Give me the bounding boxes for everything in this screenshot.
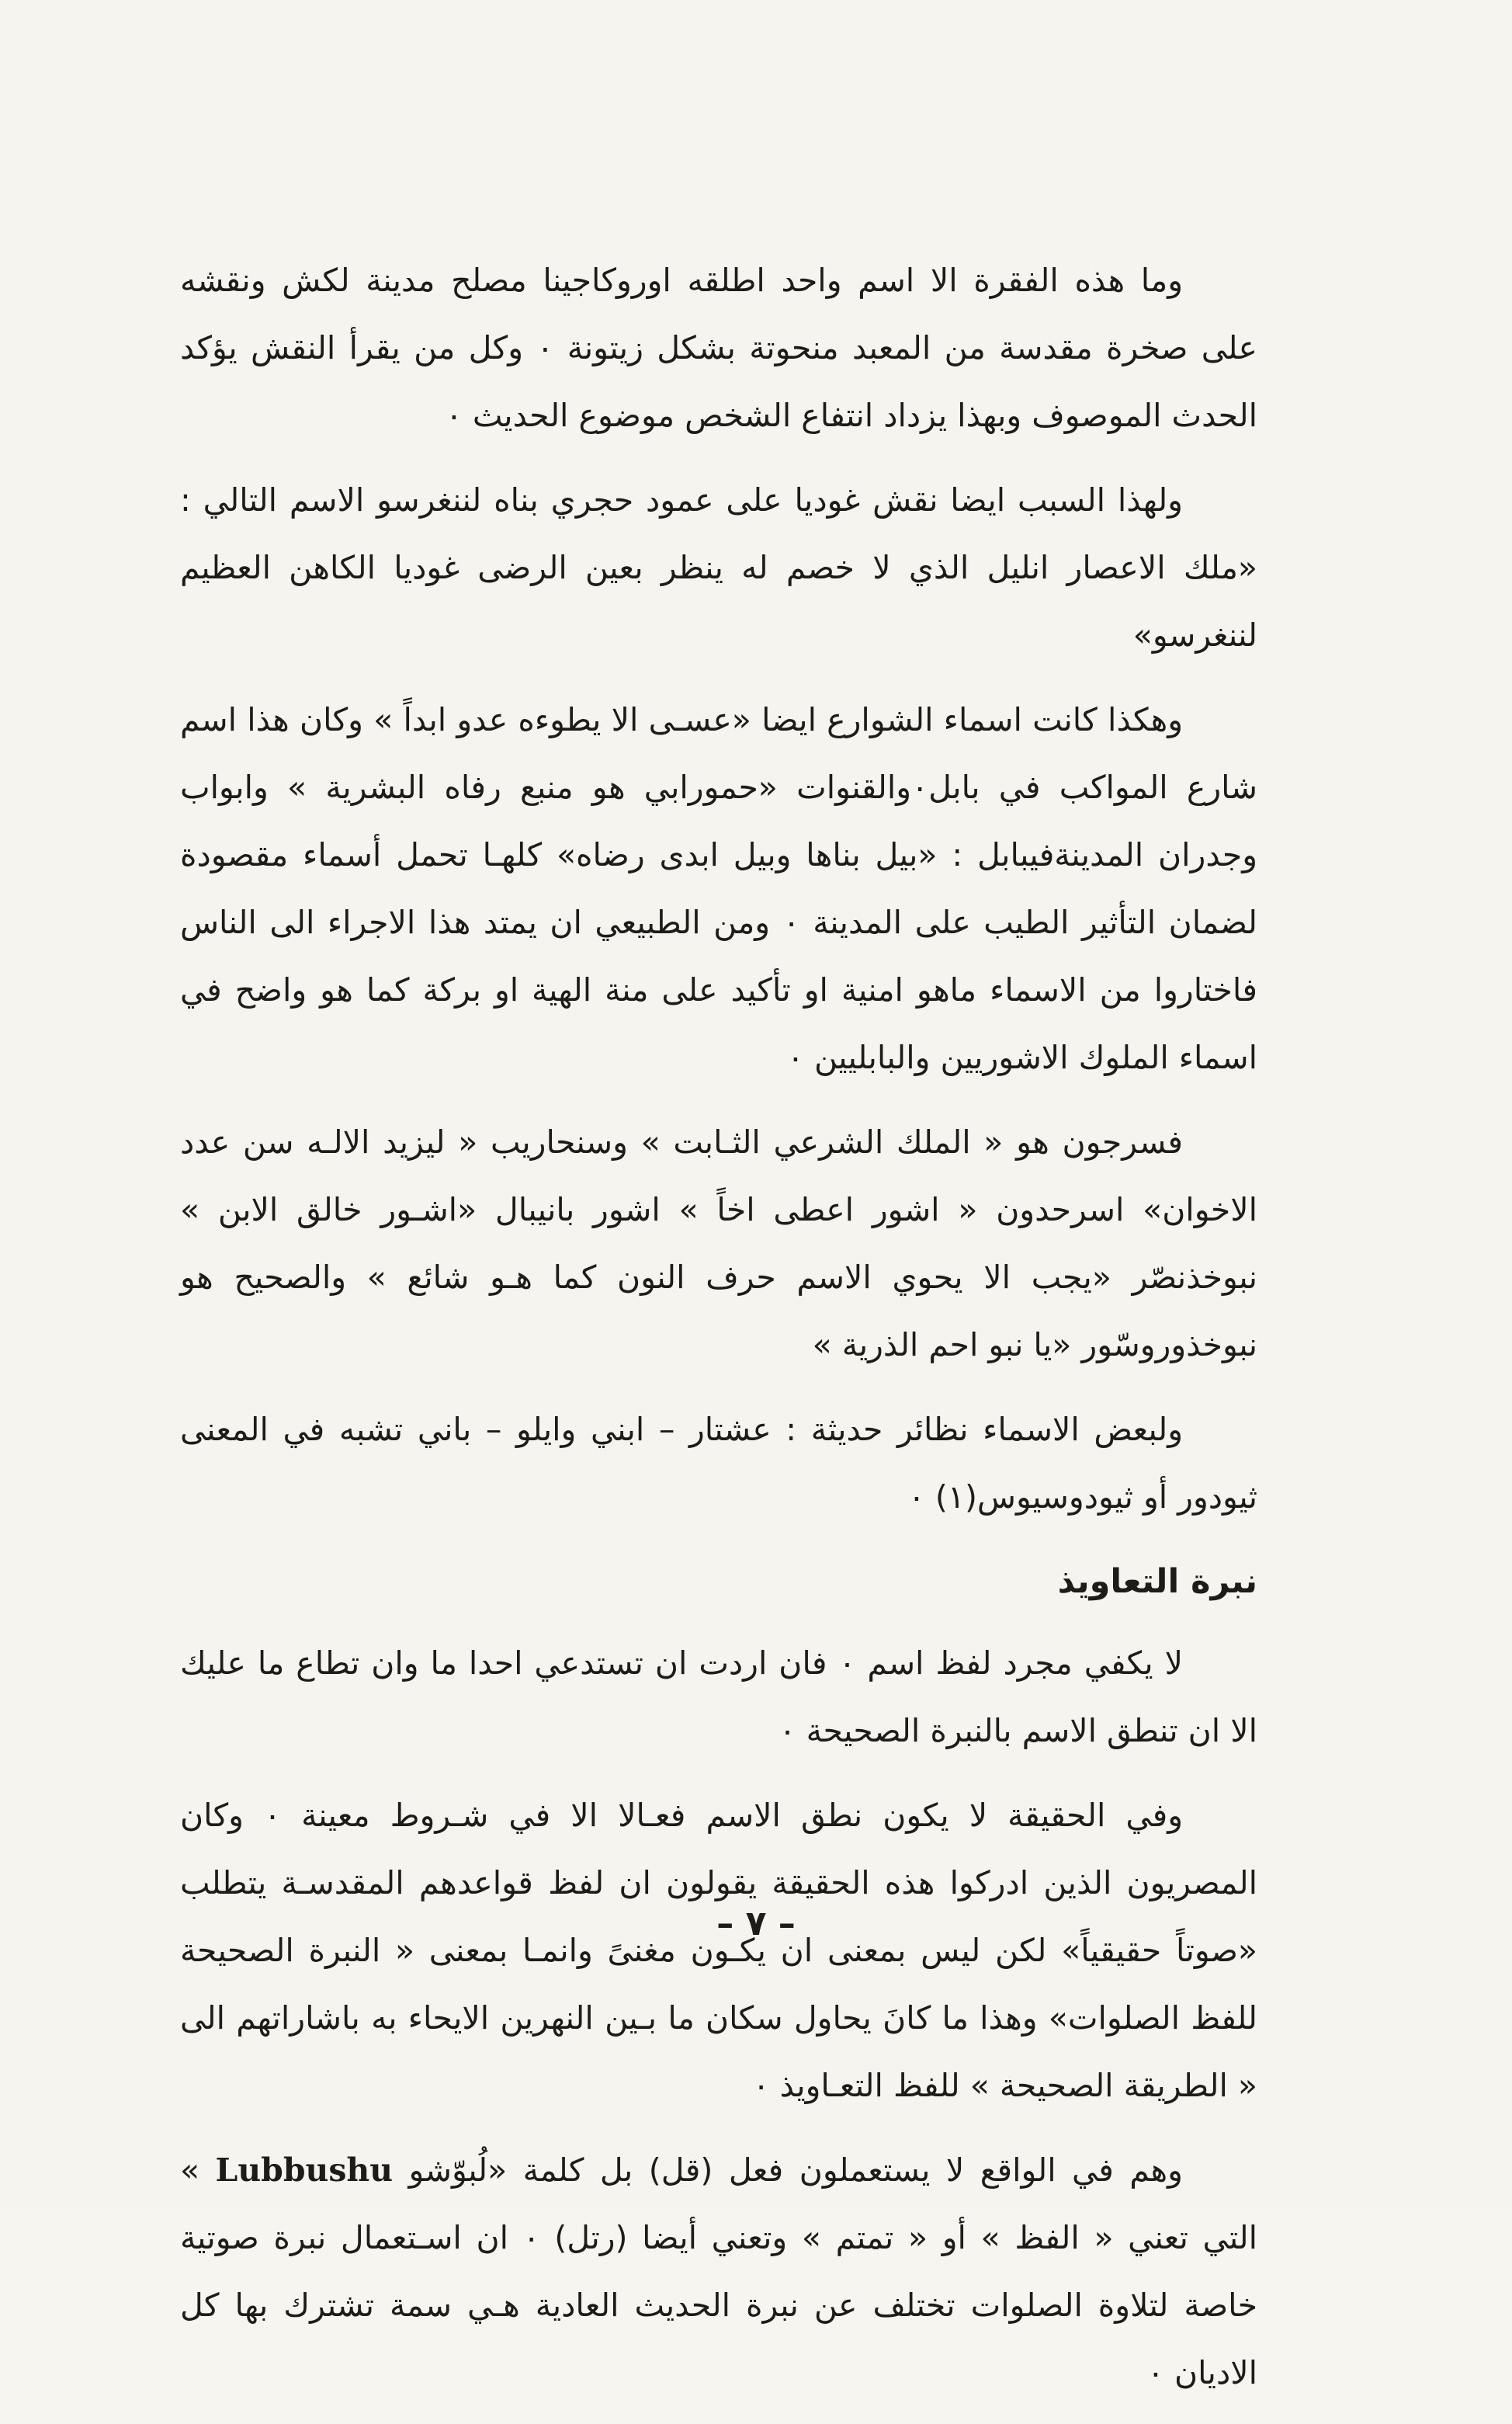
paragraph-lagash: وما هذه الفقرة الا اسم واحد اطلقه اوروكاجينا مصلح مدينة لكش ونقشه على صخرة مقدسة من المعبد منحوتة بشكل زيتونة ۰ وكل من يقرأ النقش يؤكد الحدث الموصوف وبهذا يزداد انتفاع الشخص موضوع الحديث ۰: [180, 262, 1257, 434]
page-number: – ٧ –: [716, 1904, 796, 1943]
paragraph-name-utterance: لا يكفي مجرد لفظ اسم ۰ فان اردت ان تستدعي احدا ما وان تطاع ما عليك الا ان تنطق الاسم بالنبرة الصحيحة ۰: [180, 1644, 1257, 1749]
paragraph-true-voice: وفي الحقيقة لا يكون نطق الاسم فعـالا الا في شـروط معينة ۰ وكان المصريون الذين ادركوا هذه الحقيقة يقولون ان لفظ قواعدهم المقدسـة يتطلب «صوتاً حقيقياً» لكن ليس بمعنى ان يكـون مغنىً وانمـا بمعنى « النبرة الصحيحة للفظ الصلوات» وهذا ما كانَ يحاول سكان ما بـين النهرين الايحاء به باشاراتهم الى « الطريقة الصحيحة » للفظ التعـاويذ ۰: [180, 1797, 1257, 2104]
paragraph-street-names: وهكذا كانت اسماء الشوارع ايضا «عسـى الا يطوءه عدو ابداً » وكان هذا اسم شارع المواكب في بابل۰والقنوات «حمورابي هو منبع رفاه البشرية » وابواب وجدران المدينةفيبابل : «بيل بناها وبيل ابدى رضاه» كلهـا تحمل أسماء مقصودة لضمان التأثير الطيب على المدينة ۰ ومن الطبيعي ان يمتد هذا الاجراء الى الناس فاختاروا من الاسماء ماهو امنية او تأكيد على منة الهية او بركة كما هو واضح في اسماء الملوك الاشوريين والبابليين ۰: [180, 701, 1258, 1076]
body-text: [180, 247, 1257, 2424]
section-heading: نبرة التعاويذ: [1057, 1562, 1257, 1601]
paragraph-modern-equivalents: ولبعض الاسماء نظائر حديثة : عشتار – ابني وايلو – باني تشبه في المعنى ثيودور أو ثيودوسيوس(١) ۰: [180, 1411, 1257, 1516]
paragraph-king-names: فسرجون هو « الملك الشرعي الثـابت » وسنحاريب « ليزيد الالـه سن عدد الاخوان» اسرحدون « اشور اعطى اخاً » اشور بانيبال «اشـور خالق الابن » نبوخذنصّر «يجب الا يحوي الاسم حرف النون كما هـو شائع » والصحيح هو نبوخذوروسّور «يا نبو احم الذرية »: [180, 1123, 1257, 1363]
paragraph-gudea: ولهذا السبب ايضا نقش غوديا على عمود حجري بناه لننغرسو الاسم التالي : «ملك الاعصار انليل الذي لا خصم له ينظر بعين الرضى غوديا الكاهن العظيم لننغرسو»: [180, 481, 1257, 654]
lubbushu-text-after: » التي تعني « الفظ » أو « تمتم » وتعني أيضا (رتل) ۰ ان اسـتعمال نبرة صوتية خاصة لتلاوة الصلوات تختلف عن نبرة الحديث العادية هـي سمة تشترك بها كل الاديان ۰: [180, 2151, 1257, 2391]
lubbushu-text-before: وهم في الواقع لا يستعملون فعل (قل) بل كلمة «لُبوّشو: [408, 2151, 1183, 2189]
paragraph-lubbushu: [180, 2137, 1257, 2407]
lubbushu-latin-word: Lubbushu: [215, 2151, 394, 2189]
